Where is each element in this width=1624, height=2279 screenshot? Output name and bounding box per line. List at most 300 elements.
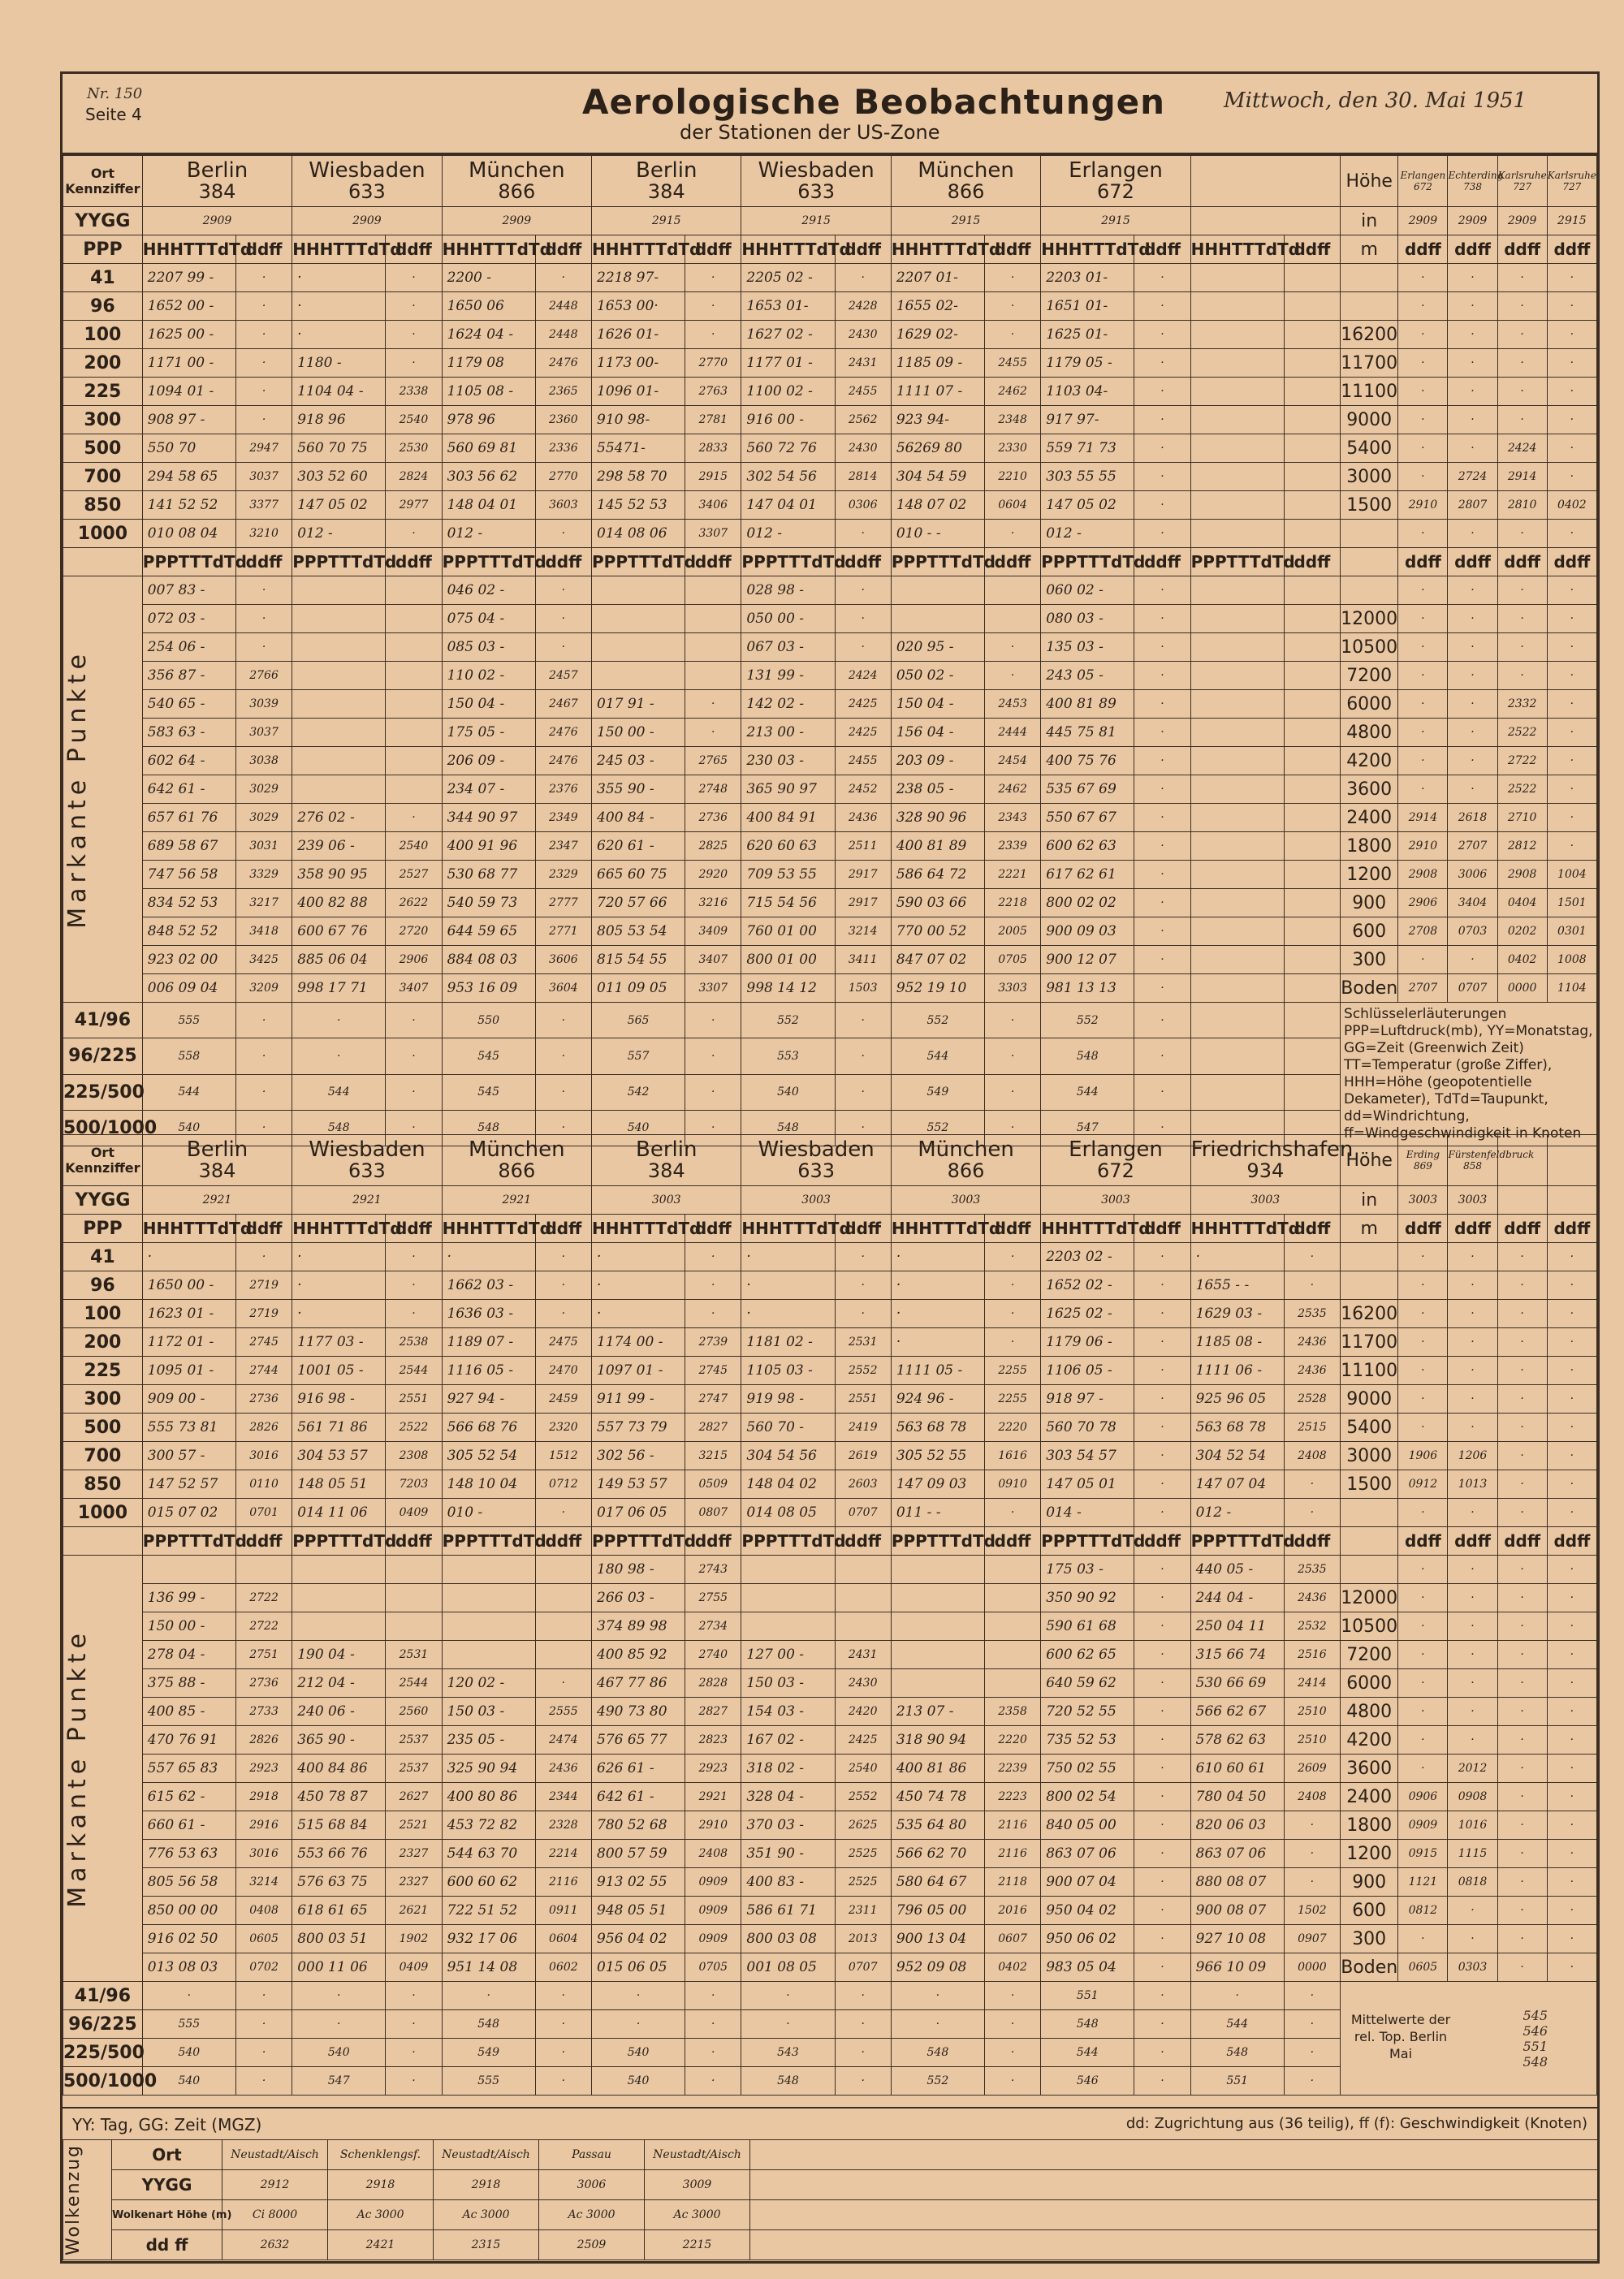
data-cell: 110 02 - [442, 662, 535, 690]
data-cell: · [535, 2039, 591, 2067]
table-row [63, 1470, 1597, 1499]
data-cell: 552 [1041, 1003, 1134, 1038]
data-cell: 0701 [235, 1499, 292, 1527]
data-cell: 2510 [1284, 1698, 1340, 1726]
data-cell: 615 62 - [142, 1783, 235, 1811]
data-cell [1190, 1038, 1284, 1074]
data-cell: 805 56 58 [142, 1868, 235, 1897]
data-cell: 400 80 86 [442, 1783, 535, 1811]
small-station-header [1398, 156, 1448, 207]
data-cell: · [1134, 1669, 1190, 1698]
data-cell: · [685, 1271, 741, 1300]
cloud-cell: Passau [539, 2140, 645, 2170]
data-cell: · [741, 1982, 835, 2010]
data-cell: 925 96 05 [1190, 1385, 1284, 1414]
data-cell: 230 03 - [741, 747, 835, 775]
pressure-level: 500 [63, 1414, 143, 1442]
data-cell: 010 - - [891, 520, 984, 548]
data-cell: 580 64 67 [891, 1868, 984, 1897]
station-name: München [918, 1137, 1014, 1162]
small-data-cell: · [1398, 719, 1448, 747]
small-station-yygg: 2915 [1547, 207, 1596, 235]
data-cell: 2516 [1284, 1641, 1340, 1669]
data-cell [1284, 917, 1340, 946]
small-data-cell: · [1497, 1470, 1547, 1499]
small-data-cell: · [1547, 1300, 1596, 1328]
data-cell: 2540 [386, 406, 442, 434]
hhh-column-label: HHHTTTdTd [442, 235, 535, 264]
data-cell: 2535 [1284, 1556, 1340, 1584]
data-cell: 2116 [984, 1811, 1040, 1840]
layer-label: 96/225 [63, 2010, 143, 2039]
data-cell: 0607 [984, 1925, 1040, 1953]
data-cell: 2221 [984, 861, 1040, 889]
ppp-column-label: PPPTTTdTd [741, 548, 835, 576]
data-cell: 150 03 - [442, 1698, 535, 1726]
table-row [63, 662, 1597, 690]
data-cell [984, 1641, 1040, 1669]
data-cell: 3038 [235, 747, 292, 775]
data-cell: · [235, 406, 292, 434]
data-cell: 665 60 75 [592, 861, 685, 889]
data-cell: · [1134, 1074, 1190, 1110]
ppp-column-label: PPPTTTdTd [142, 548, 235, 576]
data-cell: 0705 [685, 1953, 741, 1982]
hohe-value [1341, 1271, 1398, 1300]
data-cell: 150 04 - [442, 690, 535, 719]
small-data-cell: 1004 [1547, 861, 1596, 889]
data-cell: · [984, 1110, 1040, 1146]
small-data-cell: · [1497, 1897, 1547, 1925]
data-cell: 1179 05 - [1041, 349, 1134, 378]
data-cell: 923 94- [891, 406, 984, 434]
small-data-cell: · [1448, 349, 1497, 378]
data-cell: · [984, 1074, 1040, 1110]
small-data-cell: · [1448, 1925, 1497, 1953]
small-data-cell: · [1448, 406, 1497, 434]
data-cell: 400 91 96 [442, 832, 535, 861]
data-cell: 2214 [535, 1840, 591, 1868]
small-data-cell: 2910 [1398, 491, 1448, 520]
hohe-value: 1500 [1341, 1470, 1398, 1499]
data-cell: 558 [142, 1038, 235, 1074]
cloud-cell: 2215 [645, 2230, 750, 2260]
small-data-cell: 2908 [1398, 861, 1448, 889]
small-data-cell: · [1398, 1271, 1448, 1300]
data-cell: 900 07 04 [1041, 1868, 1134, 1897]
hohe-value: 4800 [1341, 1698, 1398, 1726]
data-cell: · [386, 1038, 442, 1074]
data-cell: 544 [1190, 2010, 1284, 2039]
data-cell: 2743 [685, 1556, 741, 1584]
station-header [442, 156, 591, 207]
data-cell [891, 1612, 984, 1641]
ppp-column-label: PPPTTTdTd [891, 1527, 984, 1556]
hohe-value: 600 [1341, 917, 1398, 946]
data-cell: · [685, 1243, 741, 1271]
data-cell: 2343 [984, 804, 1040, 832]
data-cell: 618 61 65 [292, 1897, 386, 1925]
ddff-column-label: ddff [835, 1527, 891, 1556]
table-row [63, 917, 1597, 946]
data-cell [1190, 264, 1284, 292]
small-station-yygg [1547, 1186, 1596, 1215]
data-cell: 2920 [685, 861, 741, 889]
data-cell: 015 07 02 [142, 1499, 235, 1527]
data-cell: 2825 [685, 832, 741, 861]
data-cell: 913 02 55 [592, 1868, 685, 1897]
small-station-yygg: 2909 [1398, 207, 1448, 235]
small-data-cell: · [1497, 662, 1547, 690]
ppp-column-label: PPPTTTdTd [142, 1527, 235, 1556]
data-cell: · [1134, 1414, 1190, 1442]
small-station-yygg: 3003 [1398, 1186, 1448, 1215]
table-row [63, 861, 1597, 889]
data-cell: 1116 05 - [442, 1357, 535, 1385]
data-cell: 548 [1041, 1038, 1134, 1074]
hohe-value: 11700 [1341, 1328, 1398, 1357]
data-cell: 3215 [685, 1442, 741, 1470]
data-cell: 2454 [984, 747, 1040, 775]
data-cell: 720 52 55 [1041, 1698, 1134, 1726]
hohe-value: 6000 [1341, 690, 1398, 719]
small-data-cell: · [1547, 1641, 1596, 1669]
ddff-column-label: ddff [535, 235, 591, 264]
data-cell: 2744 [235, 1357, 292, 1385]
ddff-column-label: ddff [835, 1215, 891, 1243]
data-cell: 2436 [535, 1755, 591, 1783]
hohe-value [1341, 520, 1398, 548]
pressure-level: 500 [63, 434, 143, 463]
data-cell: 576 65 77 [592, 1726, 685, 1755]
data-cell [1284, 321, 1340, 349]
data-cell: 2348 [984, 406, 1040, 434]
data-cell [1284, 662, 1340, 690]
data-cell: 2462 [984, 775, 1040, 804]
data-cell: 400 84 86 [292, 1755, 386, 1783]
data-cell: · [535, 1243, 591, 1271]
data-cell: 060 02 - [1041, 576, 1134, 605]
small-station-yygg: 2909 [1448, 207, 1497, 235]
small-data-cell: · [1448, 662, 1497, 690]
data-cell: 3214 [835, 917, 891, 946]
data-cell: 735 52 53 [1041, 1726, 1134, 1755]
data-cell: · [685, 2010, 741, 2039]
data-cell: 1655 - - [1190, 1271, 1284, 1300]
data-cell: 154 03 - [741, 1698, 835, 1726]
data-cell: 254 06 - [142, 633, 235, 662]
data-cell [386, 1584, 442, 1612]
small-data-cell: 2708 [1398, 917, 1448, 946]
data-cell: 2116 [535, 1868, 591, 1897]
data-cell: 983 05 04 [1041, 1953, 1134, 1982]
data-cell: 303 54 57 [1041, 1442, 1134, 1470]
row-label: dd ff [112, 2230, 222, 2260]
table-row [63, 889, 1597, 917]
small-data-cell: · [1497, 1385, 1547, 1414]
data-cell: 1111 06 - [1190, 1357, 1284, 1385]
observation-sheet [60, 71, 1600, 2264]
small-data-cell: · [1497, 378, 1547, 406]
small-data-cell: · [1497, 1925, 1547, 1953]
small-data-cell: · [1497, 349, 1547, 378]
data-cell: 318 90 94 [891, 1726, 984, 1755]
small-station-code: 727 [1562, 181, 1582, 192]
data-cell: 2408 [685, 1840, 741, 1868]
data-cell: 3307 [685, 974, 741, 1003]
data-cell: 298 58 70 [592, 463, 685, 491]
data-cell: 535 64 80 [891, 1811, 984, 1840]
data-cell: · [235, 1982, 292, 2010]
small-data-cell: 2424 [1497, 434, 1547, 463]
data-cell: · [1134, 1328, 1190, 1357]
data-cell: 600 62 65 [1041, 1641, 1134, 1669]
data-cell: · [1134, 576, 1190, 605]
data-cell [1190, 349, 1284, 378]
table-row [63, 463, 1597, 491]
data-cell: · [835, 605, 891, 633]
data-cell: 400 85 92 [592, 1641, 685, 1669]
small-data-cell: · [1547, 662, 1596, 690]
data-cell: · [984, 292, 1040, 321]
data-cell: 908 97 - [142, 406, 235, 434]
small-data-cell: · [1547, 1442, 1596, 1470]
station-code: 934 [1246, 1159, 1285, 1182]
data-cell: 547 [1041, 1110, 1134, 1146]
data-cell: · [1134, 1726, 1190, 1755]
data-cell: 050 02 - [891, 662, 984, 690]
data-cell: 927 10 08 [1190, 1925, 1284, 1953]
data-cell: 2918 [235, 1783, 292, 1811]
ppp-label: PPP [63, 1215, 143, 1243]
station-code: 633 [797, 1159, 836, 1182]
data-cell [1284, 520, 1340, 548]
data-cell: 400 84 91 [741, 804, 835, 832]
small-data-cell: · [1547, 264, 1596, 292]
station-yygg [1190, 207, 1340, 235]
station-yygg: 3003 [741, 1186, 891, 1215]
data-cell: 2781 [685, 406, 741, 434]
data-cell: 234 07 - [442, 775, 535, 804]
data-cell: · [1134, 1925, 1190, 1953]
small-data-cell: · [1497, 1811, 1547, 1840]
data-cell: 540 59 73 [442, 889, 535, 917]
data-cell: · [235, 1110, 292, 1146]
hohe-value: 1500 [1341, 491, 1398, 520]
data-cell: · [535, 520, 591, 548]
data-cell: 2200 - [442, 264, 535, 292]
data-cell: 365 90 - [292, 1726, 386, 1755]
station-name: Berlin [186, 1137, 248, 1162]
data-cell: · [1284, 1243, 1340, 1271]
small-data-cell: · [1547, 1925, 1596, 1953]
data-cell: 2921 [685, 1783, 741, 1811]
data-cell: 2763 [685, 378, 741, 406]
data-cell: 918 97 - [1041, 1385, 1134, 1414]
data-cell: 2770 [535, 463, 591, 491]
ddff-column-label: ddff [1284, 235, 1340, 264]
data-cell: 013 08 03 [142, 1953, 235, 1982]
data-cell: 0910 [984, 1470, 1040, 1499]
small-data-cell: 3404 [1448, 889, 1497, 917]
data-cell: · [1134, 1038, 1190, 1074]
data-cell: · [685, 292, 741, 321]
hhh-column-label: HHHTTTdTd [592, 235, 685, 264]
data-cell: 2453 [984, 690, 1040, 719]
data-cell: 0712 [535, 1470, 591, 1499]
table-row [63, 1612, 1597, 1641]
data-cell: 147 07 04 [1190, 1470, 1284, 1499]
data-cell [386, 662, 442, 690]
table-row [63, 974, 1597, 1003]
small-data-cell: · [1547, 292, 1596, 321]
data-cell: 544 [1041, 1074, 1134, 1110]
small-data-cell: · [1398, 1641, 1448, 1669]
data-cell: 2770 [685, 349, 741, 378]
data-cell [292, 1556, 386, 1584]
cloud-cell: 2421 [328, 2230, 434, 2260]
data-cell: 2408 [1284, 1783, 1340, 1811]
data-cell: · [1134, 463, 1190, 491]
data-cell [1284, 349, 1340, 378]
data-cell: · [1134, 349, 1190, 378]
data-cell [1190, 633, 1284, 662]
data-cell: 2745 [235, 1328, 292, 1357]
data-cell: 141 52 52 [142, 491, 235, 520]
cloud-cell: Ac 3000 [434, 2200, 539, 2230]
data-cell: 375 88 - [142, 1669, 235, 1698]
data-cell: · [984, 1300, 1040, 1328]
hohe-value: 1200 [1341, 1840, 1398, 1868]
small-data-cell: 2710 [1497, 804, 1547, 832]
data-cell: 2344 [535, 1783, 591, 1811]
data-cell [535, 1584, 591, 1612]
small-data-cell: 2812 [1497, 832, 1547, 861]
data-cell [1284, 633, 1340, 662]
data-cell: 3604 [535, 974, 591, 1003]
small-data-cell: 2012 [1448, 1755, 1497, 1783]
cloud-cell: Neustadt/Aisch [434, 2140, 539, 2170]
data-cell: 998 17 71 [292, 974, 386, 1003]
small-data-cell: · [1398, 264, 1448, 292]
data-cell: 561 71 86 [292, 1414, 386, 1442]
data-cell: 2719 [235, 1300, 292, 1328]
data-cell: 552 [741, 1003, 835, 1038]
small-data-cell: · [1547, 775, 1596, 804]
page-number: Seite 4 [85, 105, 142, 124]
data-cell: 085 03 - [442, 633, 535, 662]
data-cell: · [835, 2010, 891, 2039]
data-cell [292, 605, 386, 633]
data-cell: 3307 [685, 520, 741, 548]
data-cell: 0409 [386, 1499, 442, 1527]
data-cell [1284, 775, 1340, 804]
data-cell: 2358 [984, 1698, 1040, 1726]
pressure-level: 96 [63, 1271, 143, 1300]
small-data-cell: · [1448, 1328, 1497, 1357]
data-cell: 2609 [1284, 1755, 1340, 1783]
data-cell: 800 57 59 [592, 1840, 685, 1868]
data-cell: 120 02 - [442, 1669, 535, 1698]
hohe-value: 3000 [1341, 1442, 1398, 1470]
data-cell: 583 63 - [142, 719, 235, 747]
data-cell: 916 02 50 [142, 1925, 235, 1953]
data-cell [592, 662, 685, 690]
data-cell: · [235, 2067, 292, 2096]
hohe-in-label: in [1341, 207, 1398, 235]
ppp-column-label: PPPTTTdTd [292, 1527, 386, 1556]
station-code: 672 [1097, 1159, 1134, 1182]
data-cell: 318 02 - [741, 1755, 835, 1783]
mittelwerte-value: 548 [1522, 2053, 1548, 2070]
data-cell: 2436 [835, 804, 891, 832]
data-cell: 2736 [235, 1669, 292, 1698]
data-cell: 1627 02 - [741, 321, 835, 349]
small-data-cell: · [1497, 1641, 1547, 1669]
small-data-cell: 1121 [1398, 1868, 1448, 1897]
hohe-value: 1200 [1341, 861, 1398, 889]
hhh-column-label: HHHTTTdTd [592, 1215, 685, 1243]
small-data-cell: · [1448, 321, 1497, 349]
data-cell: · [1284, 1470, 1340, 1499]
data-cell: 2751 [235, 1641, 292, 1669]
small-data-cell: · [1497, 1243, 1547, 1271]
hohe-value: 2400 [1341, 804, 1398, 832]
data-cell: 0705 [984, 946, 1040, 974]
data-cell: 747 56 58 [142, 861, 235, 889]
data-cell: 2455 [984, 349, 1040, 378]
data-cell: · [1134, 917, 1190, 946]
ort-kennziffer-label [63, 156, 143, 207]
data-cell: 015 06 05 [592, 1953, 685, 1982]
data-cell: 400 81 89 [891, 832, 984, 861]
data-cell: 0707 [835, 1499, 891, 1527]
data-cell: · [292, 292, 386, 321]
data-cell: 563 68 78 [1190, 1414, 1284, 1442]
data-cell: 2013 [835, 1925, 891, 1953]
data-cell: 3016 [235, 1442, 292, 1470]
data-cell: 884 08 03 [442, 946, 535, 974]
data-cell: 549 [891, 1074, 984, 1110]
data-cell: · [535, 1300, 591, 1328]
ddff-column-label: ddff [1547, 235, 1596, 264]
pressure-level: 96 [63, 292, 143, 321]
table-row [63, 1499, 1597, 1527]
hohe-value: 2400 [1341, 1783, 1398, 1811]
data-cell: 552 [891, 2067, 984, 2096]
data-cell: · [292, 1038, 386, 1074]
hohe-value: 3600 [1341, 775, 1398, 804]
data-cell [292, 775, 386, 804]
data-cell: 916 00 - [741, 406, 835, 434]
small-data-cell: · [1398, 1357, 1448, 1385]
data-cell: 453 72 82 [442, 1811, 535, 1840]
data-cell: 1651 01- [1041, 292, 1134, 321]
table-row [63, 1442, 1597, 1470]
pressure-level: 700 [63, 1442, 143, 1470]
data-cell: 2328 [535, 1811, 591, 1840]
hohe-in-label: in [1341, 1186, 1398, 1215]
data-cell: 2765 [685, 747, 741, 775]
data-cell: 276 02 - [292, 804, 386, 832]
ddff-column-label: ddff [1497, 548, 1547, 576]
data-cell: 147 09 03 [891, 1470, 984, 1499]
small-data-cell: · [1448, 1726, 1497, 1755]
small-station-name: Fürstenfeldbruck [1448, 1149, 1535, 1160]
ppp-column-label: PPPTTTdTd [442, 1527, 535, 1556]
small-station-header [1497, 156, 1547, 207]
small-data-cell: · [1547, 1556, 1596, 1584]
